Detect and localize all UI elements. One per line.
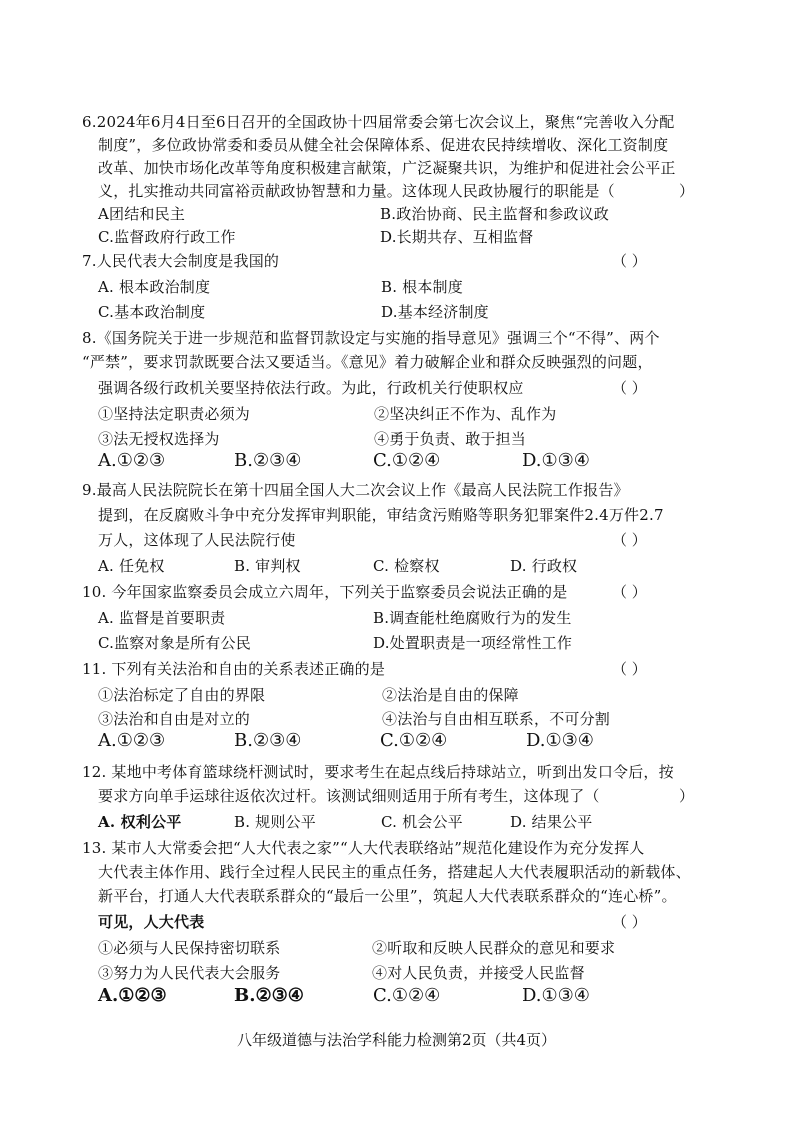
q11-option-d: D.①③④ bbox=[526, 730, 594, 751]
q13-item-4: ④对人民负责，并接受人民监督 bbox=[372, 964, 585, 982]
q6-stem-line-4: 义，扎实推动共同富裕贡献政协智慧和力量。这体现人民政协履行的职能是（ bbox=[98, 182, 615, 200]
q11-stem: 11. 下列有关法治和自由的关系表述正确的是 bbox=[82, 660, 386, 678]
q6-stem-line-2: 制度”，多位政协常委和委员从健全社会保障体系、促进农民持续增收、深化工资制度 bbox=[98, 136, 669, 154]
q6-option-c: C.监督政府行政工作 bbox=[98, 228, 236, 246]
q13-stem-line-4: 可见，人大代表 bbox=[98, 913, 205, 931]
q10-stem: 10. 今年国家监察委员会成立六周年，下列关于监察委员会说法正确的是 bbox=[82, 583, 568, 601]
q11-option-a: A.①②③ bbox=[98, 730, 166, 751]
q11-item-2: ②法治是自由的保障 bbox=[382, 686, 519, 704]
q13-stem-line-2: 大代表主体作用、践行全过程人民民主的重点任务，搭建起人大代表履职活动的新载体、 bbox=[98, 863, 691, 881]
q12-option-b: B. 规则公平 bbox=[234, 813, 316, 831]
q8-answer-paren: （ ） bbox=[612, 379, 647, 397]
q10-option-c: C.监察对象是所有公民 bbox=[98, 634, 251, 652]
q7-answer-paren: （ ） bbox=[612, 252, 647, 270]
q13-stem-line-3: 新平台，打通人大代表联系群众的“最后一公里”，筑起人大代表联系群众的“连心桥”。 bbox=[98, 887, 677, 905]
q9-stem-line-2: 提到，在反腐败斗争中充分发挥审判职能，审结贪污贿赂等职务犯罪案件2.4万件2.7 bbox=[98, 506, 664, 524]
q6-stem-line-3: 改革、加快市场化改革等角度积极建言献策，广泛凝聚共识，为维护和促进社会公平正 bbox=[98, 159, 676, 177]
q8-stem-line-2: “严禁”，要求罚款既要合法又要适当。《意见》着力破解企业和群众反映强烈的问题， bbox=[82, 353, 653, 371]
q6-stem-line-1: 6.2024年6月4日至6日召开的全国政协十四届常委会第七次会议上，聚焦“完善收入分配 bbox=[82, 113, 675, 131]
q11-option-b: B.②③④ bbox=[234, 730, 302, 751]
q13-option-a: A.①②③ bbox=[98, 985, 167, 1006]
q8-option-a: A.①②③ bbox=[98, 450, 166, 471]
page-footer: 八年级道德与法治学科能力检测第2页（共4页） bbox=[236, 1031, 557, 1049]
q6-option-a: A团结和民主 bbox=[98, 205, 186, 223]
q12-stem-line-2: 要求方向单手运球往返依次过杆。该测试细则适用于所有考生，这体现了（ bbox=[98, 787, 600, 805]
q9-option-c: C. 检察权 bbox=[373, 557, 440, 575]
q6-option-d: D.长期共存、互相监督 bbox=[380, 228, 534, 246]
q10-answer-paren: （ ） bbox=[612, 583, 647, 601]
q8-option-d: D.①③④ bbox=[522, 450, 590, 471]
q8-item-3: ③法无授权选择为 bbox=[98, 430, 220, 448]
q12-answer-paren-close: ） bbox=[679, 787, 695, 805]
q12-option-d: D. 结果公平 bbox=[510, 813, 593, 831]
q8-item-4: ④勇于负责、敢于担当 bbox=[374, 430, 527, 448]
q11-option-c: C.①②④ bbox=[380, 730, 448, 751]
q9-option-b: B. 审判权 bbox=[234, 557, 301, 575]
q11-item-1: ①法治标定了自由的界限 bbox=[98, 686, 266, 704]
q8-option-c: C.①②④ bbox=[373, 450, 441, 471]
q7-stem: 7.人民代表大会制度是我国的 bbox=[82, 252, 280, 270]
q12-stem-line-1: 12. 某地中考体育篮球绕杆测试时，要求考生在起点线后持球站立，听到出发口令后，按 bbox=[82, 763, 674, 781]
q7-option-a: A. 根本政治制度 bbox=[98, 278, 211, 296]
q6-answer-paren-close: ） bbox=[679, 182, 695, 200]
q11-answer-paren: （ ） bbox=[612, 660, 647, 678]
q9-option-a: A. 任免权 bbox=[98, 557, 165, 575]
q6-option-b: B.政治协商、民主监督和参政议政 bbox=[380, 205, 609, 223]
q7-option-b: B. 根本制度 bbox=[381, 278, 463, 296]
q13-answer-paren: （ ） bbox=[612, 913, 647, 931]
q8-stem-line-1: 8.《国务院关于进一步规范和监督罚款设定与实施的指导意见》强调三个“不得”、两个 bbox=[82, 329, 660, 347]
q9-option-d: D. 行政权 bbox=[510, 557, 578, 575]
q13-stem-line-1: 13. 某市人大常委会把“人大代表之家”“人大代表联络站”规范化建设作为充分发挥人 bbox=[82, 839, 645, 857]
q9-answer-paren: （ ） bbox=[612, 531, 647, 549]
q11-item-3: ③法治和自由是对立的 bbox=[98, 710, 251, 728]
q8-option-b: B.②③④ bbox=[234, 450, 302, 471]
q7-option-c: C.基本政治制度 bbox=[98, 303, 206, 321]
q13-item-1: ①必须与人民保持密切联系 bbox=[98, 939, 281, 957]
q13-item-3: ③努力为人民代表大会服务 bbox=[98, 964, 281, 982]
q8-stem-line-3: 强调各级行政机关要坚持依法行政。为此，行政机关行使职权应 bbox=[98, 379, 524, 397]
q10-option-a: A. 监督是首要职责 bbox=[98, 609, 226, 627]
q12-option-a: A. 权利公平 bbox=[98, 813, 182, 831]
q12-option-c: C. 机会公平 bbox=[381, 813, 463, 831]
q9-stem-line-3: 万人，这体现了人民法院行使 bbox=[98, 531, 296, 549]
q8-item-1: ①坚持法定职责必须为 bbox=[98, 405, 251, 423]
q10-option-b: B.调查能杜绝腐败行为的发生 bbox=[373, 609, 572, 627]
q13-option-d: D.①③④ bbox=[522, 985, 590, 1006]
q7-option-d: D.基本经济制度 bbox=[381, 303, 489, 321]
q9-stem-line-1: 9.最高人民法院院长在第十四届全国人大二次会议上作《最高人民法院工作报告》 bbox=[82, 481, 629, 499]
q13-option-c: C.①②④ bbox=[373, 985, 441, 1006]
q13-option-b: B.②③④ bbox=[234, 985, 304, 1006]
q10-option-d: D.处置职责是一项经常性工作 bbox=[373, 634, 573, 652]
q8-item-2: ②坚决纠正不作为、乱作为 bbox=[374, 405, 557, 423]
q13-item-2: ②听取和反映人民群众的意见和要求 bbox=[372, 939, 616, 957]
q11-item-4: ④法治与自由相互联系，不可分割 bbox=[382, 710, 611, 728]
